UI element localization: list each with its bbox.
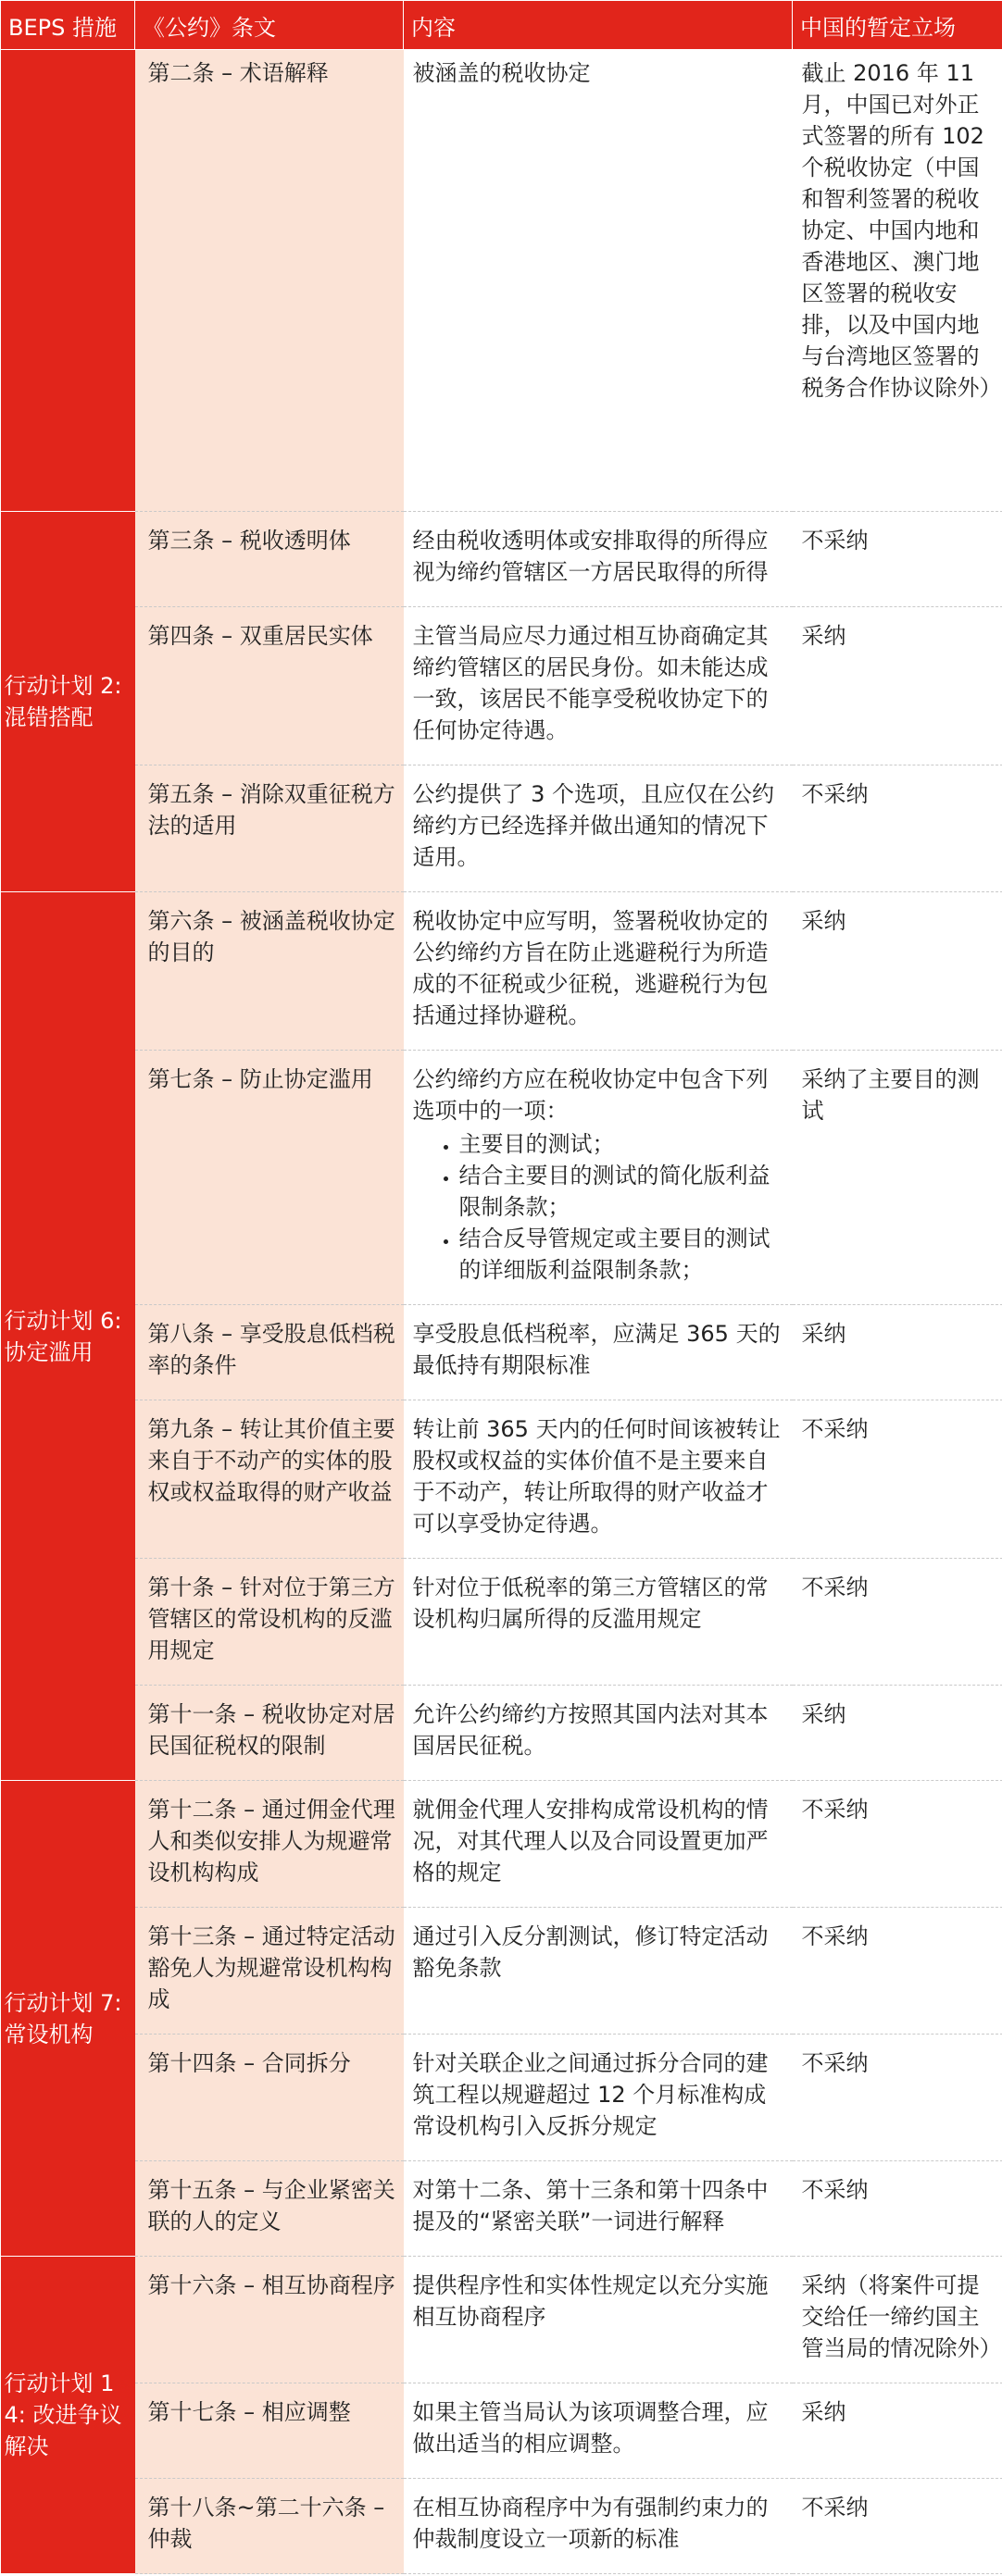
article-cell: 第十六条 – 相互协商程序 [135,2257,404,2383]
content-cell: 税收协定中应写明，签署税收协定的公约缔约方旨在防止逃避税行为所造成的不征税或少征税，逃避税行为包括通过择协避税。 [404,892,793,1051]
position-cell: 采纳 [793,607,1002,765]
article-cell: 第十三条 – 通过特定活动豁免人为规避常设机构构成 [135,1908,404,2035]
measure-cell-action-6: 行动计划 6: 协定滥用 [1,892,135,1781]
position-cell: 采纳（将案件可提交给任一缔约国主管当局的情况除外） [793,2257,1002,2383]
position-cell: 不采纳 [793,1559,1002,1686]
article-cell: 第二条 – 术语解释 [135,50,404,512]
content-cell: 就佣金代理人安排构成常设机构的情况，对其代理人以及合同设置更加严格的规定 [404,1781,793,1908]
position-cell: 采纳 [793,1686,1002,1781]
content-cell: 享受股息低档税率，应满足 365 天的最低持有期限标准 [404,1305,793,1400]
article-cell: 第十四条 – 合同拆分 [135,2035,404,2161]
table-row [1,892,1002,1051]
position-cell: 不采纳 [793,2035,1002,2161]
article-cell: 第六条 – 被涵盖税收协定的目的 [135,892,404,1051]
measure-cell-action-14: 行动计划 14: 改进争议解决 [1,2257,135,2574]
position-cell: 采纳 [793,2383,1002,2479]
option-item: • 结合主要目的测试的简化版利益限制条款； [459,1160,785,1223]
table-row [1,1400,1002,1559]
content-cell: 公约提供了 3 个选项，且应仅在公约缔约方已经选择并做出通知的情况下适用。 [404,765,793,892]
content-cell: 转让前 365 天内的任何时间该被转让股权或权益的实体价值不是主要来自于不动产，转让所取得的财产收益才可以享受协定待遇。 [404,1400,793,1559]
table-row [1,1686,1002,1781]
article-cell: 第十七条 – 相应调整 [135,2383,404,2479]
article-cell: 第四条 – 双重居民实体 [135,607,404,765]
position-cell: 采纳 [793,892,1002,1051]
option-list [413,1128,785,1286]
measure-cell-empty [1,50,135,512]
header-position: 中国的暂定立场 [793,1,1002,50]
position-cell: 采纳 [793,1305,1002,1400]
content-cell: 主管当局应尽力通过相互协商确定其缔约管辖区的居民身份。如未能达成一致，该居民不能享受税收协定下的任何协定待遇。 [404,607,793,765]
table-row [1,2479,1002,2574]
position-cell: 截止 2016 年 11 月，中国已对外正式签署的所有 102 个税收协定（中国和智利签署的税收协定、中国内地和香港地区、澳门地区签署的税收安排，以及中国内地与台湾地区签署的税务合作协议除外） [793,50,1002,512]
table-row [1,2161,1002,2257]
article-cell: 第十五条 – 与企业紧密关联的人的定义 [135,2161,404,2257]
content-cell: 针对关联企业之间通过拆分合同的建筑工程以规避超过 12 个月标准构成常设机构引入反拆分规定 [404,2035,793,2161]
table-row [1,1781,1002,1908]
content-intro: 公约缔约方应在税收协定中包含下列选项中的一项： [412,1066,769,1124]
content-cell: 提供程序性和实体性规定以充分实施相互协商程序 [404,2257,793,2383]
table-row [1,2257,1002,2383]
position-cell: 不采纳 [793,512,1002,607]
measure-cell-action-7: 行动计划 7: 常设机构 [1,1781,135,2257]
table-row [1,607,1002,765]
table-row [1,1305,1002,1400]
content-cell: 在相互协商程序中为有强制约束力的仲裁制度设立一项新的标准 [404,2479,793,2574]
table-row [1,512,1002,607]
option-item: • 主要目的测试； [459,1128,785,1160]
measure-cell-action-2: 行动计划 2: 混错搭配 [1,512,135,892]
position-cell: 采纳了主要目的测试 [793,1051,1002,1305]
table-row [1,50,1002,512]
position-cell: 不采纳 [793,1400,1002,1559]
table-row [1,2035,1002,2161]
position-cell: 不采纳 [793,765,1002,892]
content-cell: 对第十二条、第十三条和第十四条中提及的“紧密关联”一词进行解释 [404,2161,793,2257]
article-cell: 第五条 – 消除双重征税方法的适用 [135,765,404,892]
header-measure: BEPS 措施 [1,1,135,50]
position-cell: 不采纳 [793,2161,1002,2257]
header-content: 内容 [404,1,793,50]
position-cell: 不采纳 [793,1781,1002,1908]
article-cell: 第十一条 – 税收协定对居民国征税权的限制 [135,1686,404,1781]
content-cell: 通过引入反分割测试，修订特定活动豁免条款 [404,1908,793,2035]
article-cell: 第九条 – 转让其价值主要来自于不动产的实体的股权或权益取得的财产收益 [135,1400,404,1559]
table-row [1,1559,1002,1686]
header-article: 《公约》条文 [135,1,404,50]
article-cell: 第八条 – 享受股息低档税率的条件 [135,1305,404,1400]
content-cell: 被涵盖的税收协定 [404,50,793,512]
table-row [1,765,1002,892]
article-cell: 第十二条 – 通过佣金代理人和类似安排人为规避常设机构构成 [135,1781,404,1908]
content-cell: 经由税收透明体或安排取得的所得应视为缔约管辖区一方居民取得的所得 [404,512,793,607]
article-cell: 第十条 – 针对位于第三方管辖区的常设机构的反滥用规定 [135,1559,404,1686]
article-cell: 第七条 – 防止协定滥用 [135,1051,404,1305]
option-item: • 结合反导管规定或主要目的测试的详细版利益限制条款； [459,1223,785,1286]
table-row [1,1051,1002,1305]
content-cell [404,1051,793,1305]
position-cell: 不采纳 [793,2479,1002,2574]
position-cell: 不采纳 [793,1908,1002,2035]
article-cell: 第三条 – 税收透明体 [135,512,404,607]
article-cell: 第十八条~第二十六条 – 仲裁 [135,2479,404,2574]
header-row [1,1,1002,50]
content-cell: 针对位于低税率的第三方管辖区的常设机构归属所得的反滥用规定 [404,1559,793,1686]
content-cell: 如果主管当局认为该项调整合理，应做出适当的相应调整。 [404,2383,793,2479]
table-row [1,1908,1002,2035]
table-row [1,2383,1002,2479]
content-cell: 允许公约缔约方按照其国内法对其本国居民征税。 [404,1686,793,1781]
